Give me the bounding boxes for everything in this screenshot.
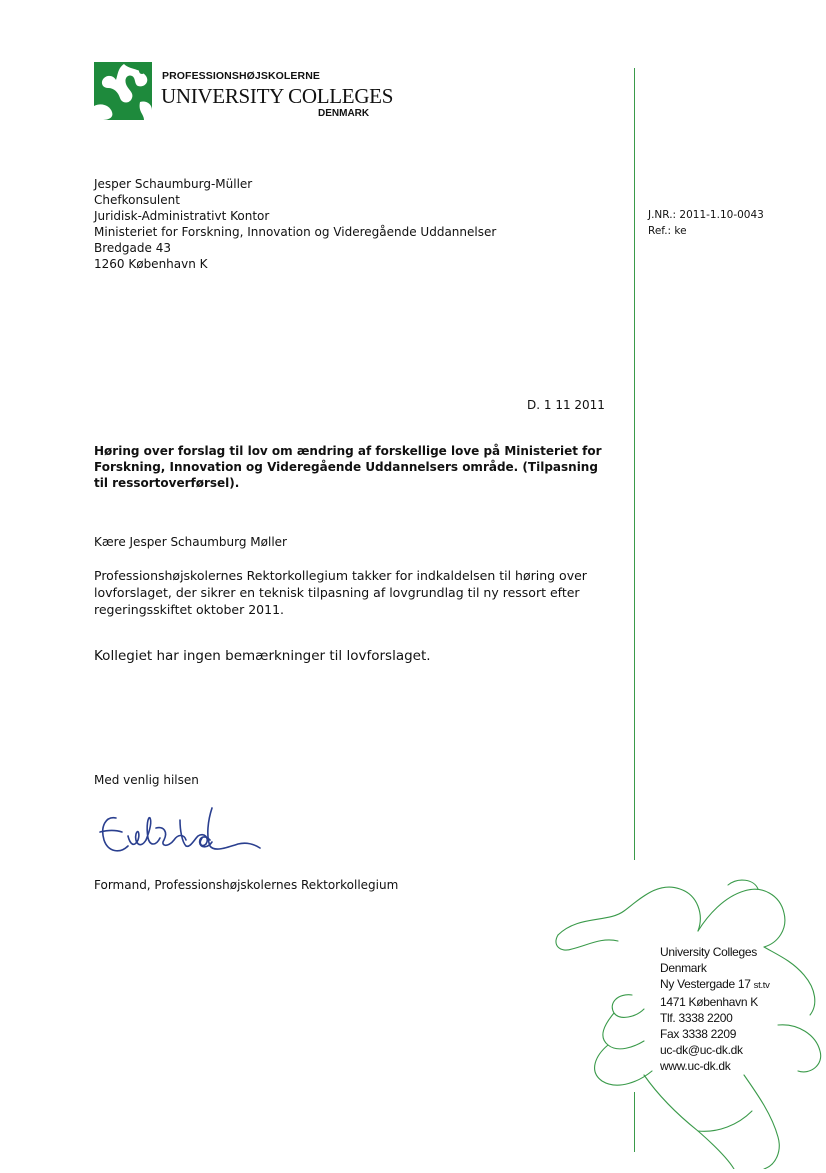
university-colleges-logo-mark xyxy=(94,62,152,120)
body-paragraph-2: Kollegiet har ingen bemærkninger til lovforslaget. xyxy=(94,648,431,664)
closing: Med venlig hilsen xyxy=(94,773,199,787)
letter-date: D. 1 11 2011 xyxy=(527,398,605,412)
footer-phone: Tlf. 3338 2200 xyxy=(660,1011,733,1025)
recipient-name: Jesper Schaumburg-Müller xyxy=(94,177,253,191)
recipient-city: 1260 København K xyxy=(94,257,208,271)
letter-subject: Høring over forslag til lov om ændring af forskellige love på Ministeriet for Forskning, Innovation og Videregående Uddannelsers område. (Tilpasning til ressortoverførsel). xyxy=(94,444,602,490)
footer-street: Ny Vestergade 17 xyxy=(660,977,751,991)
body-paragraph-1: Professionshøjskolernes Rektorkollegium takker for indkaldelsen til høring over lovforslaget, der sikrer en teknisk tilpasning af lovgrundlag til ny ressort efter regeringsskiftet oktober 2011. xyxy=(94,568,587,617)
footer-web: www.uc-dk.dk xyxy=(660,1059,731,1073)
journal-number: J.NR.: 2011-1.10-0043 xyxy=(648,209,764,221)
recipient-office: Juridisk-Administrativt Kontor xyxy=(94,209,270,223)
sender-address xyxy=(660,944,770,1074)
recipient-title: Chefkonsulent xyxy=(94,193,180,207)
footer-country: Denmark xyxy=(660,961,707,975)
footer-org: University Colleges xyxy=(660,945,758,959)
recipient-street: Bredgade 43 xyxy=(94,241,171,255)
footer-email: uc-dk@uc-dk.dk xyxy=(660,1043,743,1057)
footer-fax: Fax 3338 2209 xyxy=(660,1027,737,1041)
logo-line-denmark: DENMARK xyxy=(318,108,370,119)
footer-street-line xyxy=(660,976,770,994)
recipient-address xyxy=(94,176,496,272)
reference-block xyxy=(648,207,764,239)
footer-street-suffix: st.tv xyxy=(753,980,770,991)
recipient-ministry: Ministeriet for Forskning, Innovation og Videregående Uddannelser xyxy=(94,225,497,239)
margin-rule-top xyxy=(634,68,635,860)
logo-line-professionshojskolerne: PROFESSIONSHØJSKOLERNE xyxy=(162,70,320,82)
handwritten-signature xyxy=(94,800,264,864)
reference-initials: Ref.: ke xyxy=(648,225,687,237)
greeting: Kære Jesper Schaumburg Møller xyxy=(94,535,287,549)
signer-title: Formand, Professionshøjskolernes Rektorkollegium xyxy=(94,878,399,892)
logo-line-university-colleges: UNIVERSITY COLLEGES xyxy=(161,84,394,108)
footer-city: 1471 København K xyxy=(660,995,758,1009)
